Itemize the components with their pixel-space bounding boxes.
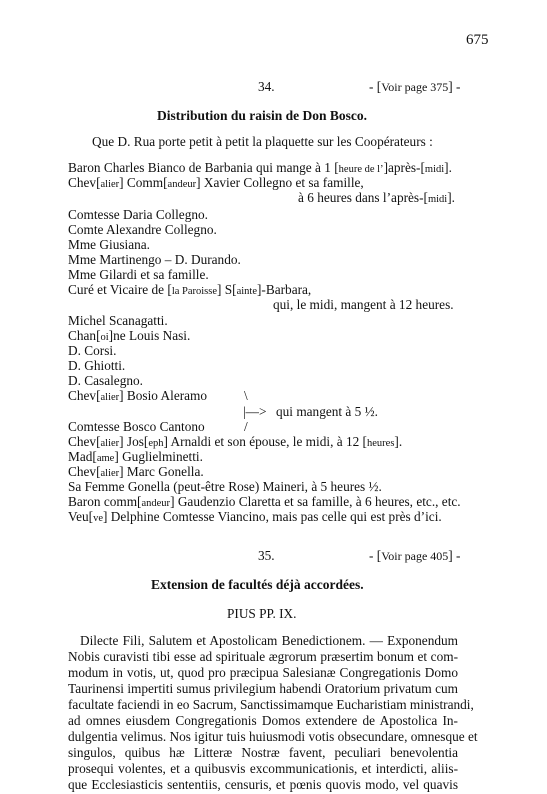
list-item: Chev[alier] Marc Gonella. (68, 464, 204, 479)
section-35-title: Extension de facultés déjà accordées. (151, 577, 364, 592)
body-line: que Ecclesiasticis sententiis, censuris, et pœnis quovis modo, vel quavis (68, 777, 458, 792)
body-line: Taurinensi impertiti sumus privilegium habendi Oratorium privatum cum (68, 681, 458, 696)
list-item: Mad[ame] Guglielminetti. (68, 449, 203, 464)
list-item: Mme Martinengo – D. Durando. (68, 252, 241, 267)
list-item-continuation: à 6 heures dans l’après-[midi]. (298, 190, 455, 205)
ref-bracket-close: ] - (448, 79, 461, 94)
body-line: dulgentia velimus. Nos igitur tuis huiusmodi votis obsecundare, omnesque et (68, 729, 478, 744)
list-item-continuation: qui, le midi, mangent à 12 heures. (273, 297, 454, 312)
ref-bracket-open: - [ (369, 548, 382, 563)
body-line: Nobis curavisti tibi esse ad spirituale ægrorum præsertim bonum et com- (68, 649, 458, 664)
list-item: Chev[alier] Jos[eph] Arnaldi et son épouse, le midi, à 12 [heures]. (68, 434, 403, 449)
section-35-reference (369, 548, 460, 564)
list-item: Comtesse Daria Collegno. (68, 207, 208, 222)
list-item: Michel Scanagatti. (68, 313, 168, 328)
bracket-arrow: |—> (243, 404, 267, 419)
bracket-text: qui mangent à 5 ½. (276, 404, 378, 419)
list-item: D. Corsi. (68, 343, 117, 358)
list-item: Chev[alier] Comm[andeur] Xavier Collegno et sa famille, (68, 175, 364, 190)
section-35-number: 35. (258, 548, 275, 563)
ref-text: Voir page 405 (381, 549, 449, 563)
list-item: Sa Femme Gonella (peut-être Rose) Maineri, à 5 heures ½. (68, 479, 382, 494)
list-item: Mme Giusiana. (68, 237, 150, 252)
page-number: 675 (466, 32, 489, 48)
body-line: Dilecte Fili, Salutem et Apostolicam Benedictionem. — Exponendum (80, 633, 458, 648)
section-34-number: 34. (258, 79, 275, 94)
ref-text: Voir page 375 (381, 80, 449, 94)
list-item: Comtesse Bosco Cantono (68, 419, 205, 434)
ref-bracket-open: - [ (369, 79, 382, 94)
bracket-top: \ (244, 388, 248, 403)
body-line: prosequi volentes, et a quibusvis excommunicationis, et interdicti, aliis- (68, 761, 458, 776)
bracket-bottom: / (244, 419, 248, 434)
section-34-reference (369, 79, 460, 95)
list-item: D. Casalegno. (68, 373, 143, 388)
section-35-subtitle: PIUS PP. IX. (227, 606, 297, 621)
list-item: Mme Gilardi et sa famille. (68, 267, 209, 282)
ref-bracket-close: ] - (448, 548, 461, 563)
body-line: ad omnes eiusdem Congregationis Domos extendere de Apostolica In- (68, 713, 458, 728)
body-line: facultate faciendi in eo Sacrum, Sanctissimamque Eucharistiam ministrandi, (68, 697, 474, 712)
section-34-intro: Que D. Rua porte petit à petit la plaquette sur les Coopérateurs : (92, 134, 433, 149)
section-34-title: Distribution du raisin de Don Bosco. (157, 108, 368, 123)
list-item: Baron comm[andeur] Gaudenzio Claretta et sa famille, à 6 heures, etc., etc. (68, 494, 461, 509)
list-item: Chan[oi]ne Louis Nasi. (68, 328, 191, 343)
list-item: Comte Alexandre Collegno. (68, 222, 217, 237)
body-line: modum in votis, ut, quod pro præcipua Salesianæ Congregationis Domo (68, 665, 458, 680)
list-item: Chev[alier] Bosio Aleramo (68, 388, 208, 403)
list-item: Curé et Vicaire de [la Paroisse] S[ainte]-Barbara, (68, 282, 312, 297)
list-item: D. Ghiotti. (68, 358, 126, 373)
list-item: Baron Charles Bianco de Barbania qui mange à 1 [heure de l’]après-[midi]. (68, 160, 452, 175)
body-line: singulos, quibus hæ Litteræ Nostræ favent, peculiari benevolentia (68, 745, 458, 760)
list-item: Veu[ve] Delphine Comtesse Viancino, mais pas celle qui est près d’ici. (68, 509, 442, 524)
